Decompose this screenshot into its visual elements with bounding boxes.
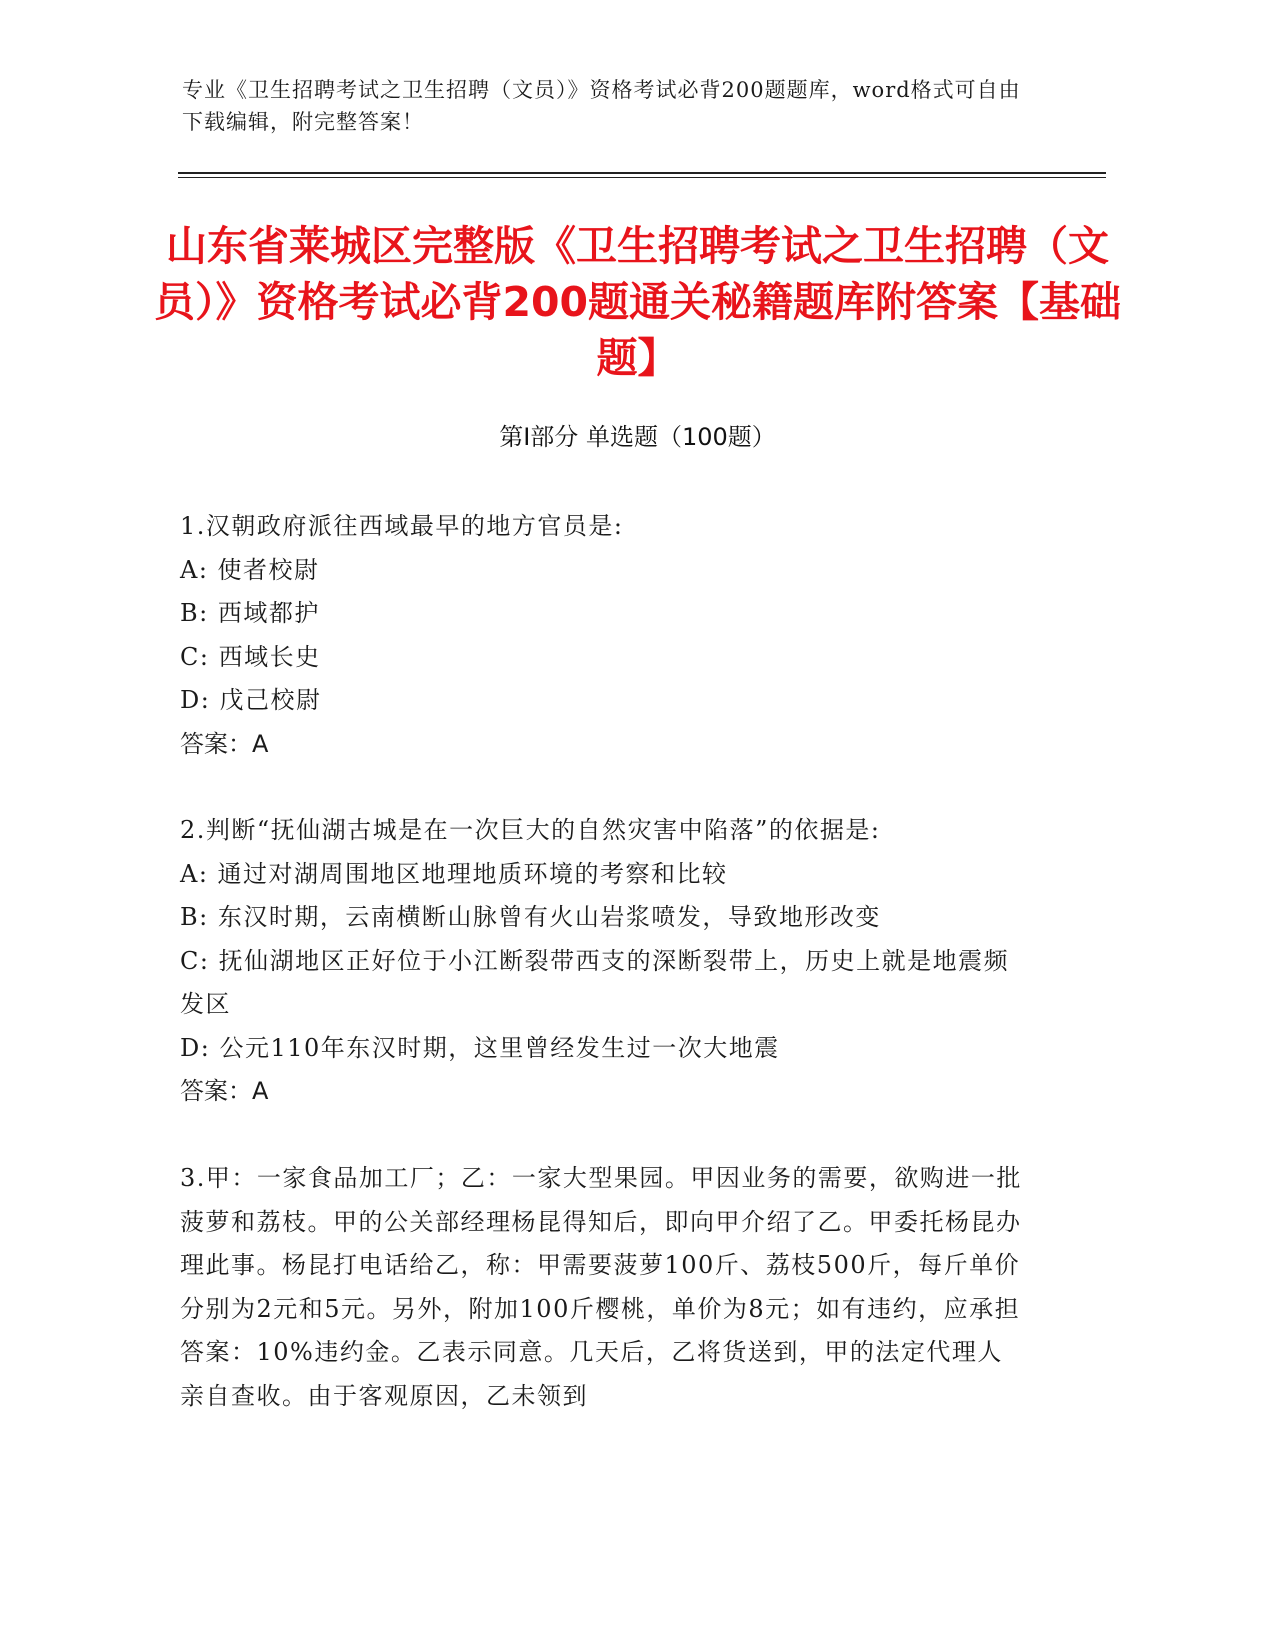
question-stem: 2.判断“抚仙湖古城是在一次巨大的自然灾害中陷落”的依据是: — [180, 816, 881, 844]
option-c: C: 抚仙湖地区正好位于小江断裂带西支的深断裂带上，历史上就是地震频发区 — [180, 946, 1010, 1018]
option-a: A: 使者校尉 — [180, 555, 320, 584]
question-stem: 1.汉朝政府派往西域最早的地方官员是: — [180, 512, 624, 540]
option-d: D: 戊己校尉 — [180, 686, 322, 714]
question-2 — [180, 809, 1025, 1114]
section-title: 第Ⅰ部分 单选题（100题） — [499, 423, 776, 451]
question-1 — [180, 505, 1025, 766]
option-b: B: 东汉时期，云南横断山脉曾有火山岩浆喷发，导致地形改变 — [180, 903, 881, 931]
option-d: D: 公元110年东汉时期，这里曾经发生过一次大地震 — [180, 1033, 780, 1062]
option-c: C: 西域长史 — [180, 642, 321, 671]
question-stem: 3.甲：一家食品加工厂；乙：一家大型果园。甲因业务的需要，欲购进一批菠萝和荔枝。甲的公关部经理杨昆得知后，即向甲介绍了乙。甲委托杨昆办理此事。杨昆打电话给乙，称：甲需要菠萝100斤、荔枝500斤，每斤单价分别为2元和5元。另外，附加100斤樱桃，单价为8元；如有违约，应承担答案：10%违约金。乙表示同意。几天后，乙将货送到，甲的法定代理人亲自查收。由于客观原因，乙未领到 — [180, 1164, 1022, 1410]
header-rule-thick — [178, 172, 1106, 174]
answer: 答案：A — [180, 729, 269, 758]
answer: 答案：A — [180, 1077, 269, 1105]
option-b: B: 西域都护 — [180, 599, 320, 627]
header-note: 专业《卫生招聘考试之卫生招聘（文员）》资格考试必背200题题库，word格式可自由下载编辑，附完整答案！ — [182, 78, 1021, 134]
question-3 — [180, 1157, 1025, 1418]
document-title: 山东省莱城区完整版《卫生招聘考试之卫生招聘（文员）》资格考试必背200题通关秘籍题库附答案【基础题】 — [153, 222, 1122, 382]
option-a: A: 通过对湖周围地区地理地质环境的考察和比较 — [180, 859, 728, 888]
header-rule-thin — [178, 177, 1106, 178]
